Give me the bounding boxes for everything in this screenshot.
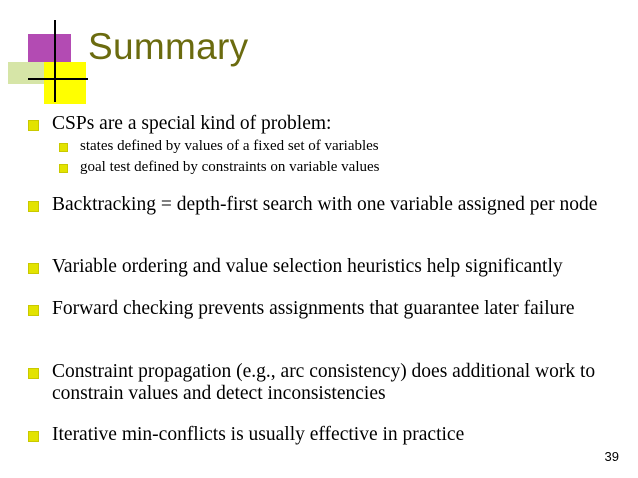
yellow-square-decoration <box>44 62 86 104</box>
bullet-text: Forward checking prevents assignments that guarantee later failure <box>52 298 575 319</box>
square-bullet-icon <box>28 305 39 316</box>
bullet-text: CSPs are a special kind of problem: <box>52 113 332 134</box>
slide-title: Summary <box>88 26 249 67</box>
square-bullet-icon <box>59 143 68 152</box>
bullet-text: Backtracking = depth-first search with one variable assigned per node <box>52 194 598 215</box>
square-bullet-icon <box>28 368 39 379</box>
vertical-line-decoration <box>54 20 56 102</box>
bullet-text: Variable ordering and value selection heuristics help significantly <box>52 256 563 277</box>
square-bullet-icon <box>28 263 39 274</box>
square-bullet-icon <box>28 431 39 442</box>
page-number: 39 <box>604 449 619 464</box>
horizontal-line-decoration <box>28 78 88 80</box>
bullet-text: Iterative min-conflicts is usually effective in practice <box>52 424 465 445</box>
square-bullet-icon <box>59 164 68 173</box>
green-square-decoration <box>8 62 46 84</box>
sub-bullet-text: states defined by values of a fixed set of variables <box>80 138 379 154</box>
decorative-logo <box>0 0 90 105</box>
sub-bullet-text: goal test defined by constraints on variable values <box>80 159 380 175</box>
square-bullet-icon <box>28 120 39 131</box>
square-bullet-icon <box>28 201 39 212</box>
bullet-text: Constraint propagation (e.g., arc consistency) does additional work to constrain values and detect inconsistencies <box>52 361 596 404</box>
